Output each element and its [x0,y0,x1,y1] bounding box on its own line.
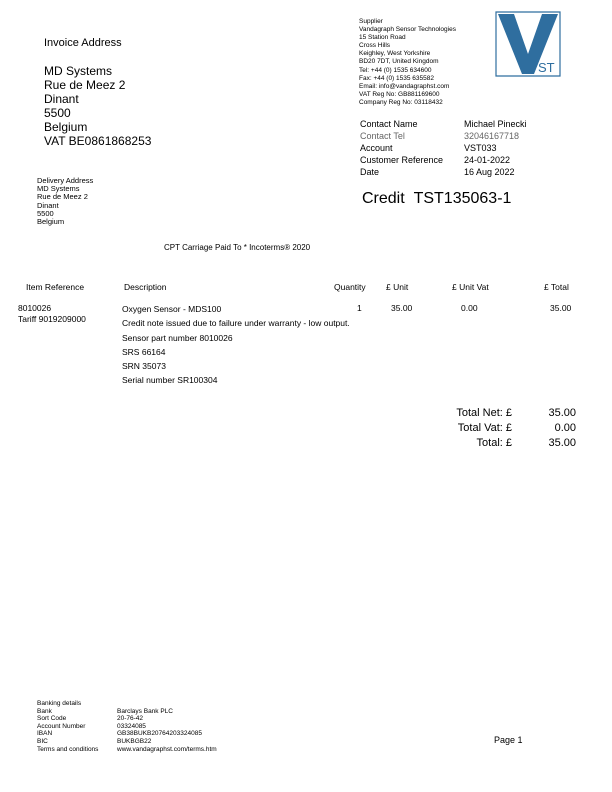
description-line: Sensor part number 8010026 [122,332,233,343]
banking-row [37,730,217,738]
delivery-address-line: Belgium [37,217,65,227]
total-net-label: Total Net: £ [456,407,512,419]
banking-row [37,746,217,754]
invoice-address-block [44,64,151,148]
banking-row [37,715,217,723]
description-line: SRS 66164 [122,346,166,357]
contact-label: Date [360,167,380,177]
header-description: Description [124,282,167,292]
supplier-line: Vandagraph Sensor Technologies [359,26,456,34]
totals-values [548,406,576,451]
banking-label: Account Number [37,722,86,730]
unit-cell: 35.00 [391,303,413,313]
contact-value: 16 Aug 2022 [464,167,515,177]
supplier-line: Fax: +44 (0) 1535 635582 [359,74,434,82]
banking-value: 20-76-42 [117,715,144,723]
invoice-address-line: Dinant [44,92,79,106]
description-cell [122,302,350,388]
totals-labels [456,406,512,451]
delivery-address-line: 5500 [37,208,54,218]
banking-label: Terms and conditions [37,745,99,753]
contact-label: Contact Name [360,119,418,129]
banking-value: BUKBGB22 [117,737,152,745]
total-label: Total: £ [476,437,512,449]
total-vat-label: Total Vat: £ [457,422,512,434]
quantity-cell: 1 [357,303,362,313]
supplier-line: Keighley, West Yorkshire [359,50,431,58]
credit-title [362,190,511,208]
banking-details [37,700,217,753]
delivery-address-line: Dinant [37,200,59,210]
banking-label: Sort Code [37,715,67,723]
delivery-address-block [37,177,93,226]
contact-row [360,154,527,166]
company-logo [494,10,562,78]
contact-label: Contact Tel [360,131,405,141]
invoice-address-line: Belgium [44,120,88,134]
header-quantity: Quantity [334,282,366,292]
banking-label: BIC [37,737,48,745]
description-line: Oxygen Sensor - MDS100 [122,304,222,314]
contact-details [360,118,527,178]
total-vat-value: 0.00 [554,422,576,434]
supplier-line: Cross Hills [359,42,391,50]
supplier-line: BD20 7DT, United Kingdom [359,58,439,66]
delivery-address-heading: Delivery Address [37,176,94,185]
description-line: Credit note issued due to failure under warranty - low output. [122,318,350,329]
page-number: Page 1 [494,735,523,745]
total-net-value: 35.00 [548,407,576,419]
header-unit: £ Unit [386,282,409,292]
supplier-line: 15 Station Road [359,34,406,42]
invoice-address-line: Rue de Meez 2 [44,78,126,92]
delivery-address-line: MD Systems [37,184,80,194]
invoice-address-line: MD Systems [44,64,113,78]
contact-value: VST033 [464,143,497,153]
supplier-line: Company Reg No: 03118432 [359,98,443,106]
contact-row [360,166,527,178]
contact-label: Account [360,143,393,153]
total-value: 35.00 [548,437,576,449]
banking-heading: Banking details [37,700,82,707]
invoice-address-line: 5500 [44,106,71,120]
description-line: Serial number SR100304 [122,375,218,386]
supplier-line: VAT Reg No: GB881169600 [359,90,440,98]
invoice-address-vat: VAT BE0861868253 [44,134,152,148]
supplier-line: Supplier [359,18,383,25]
credit-number: TST135063-1 [413,190,512,207]
banking-row [37,708,217,716]
banking-label: Bank [37,707,52,715]
invoice-address-heading: Invoice Address [44,37,122,49]
contact-row [360,130,527,142]
logo-text: ST [538,60,555,75]
tariff-cell: Tariff 9019209000 [18,314,86,324]
contact-label: Customer Reference [360,155,444,165]
delivery-address-line: Rue de Meez 2 [37,192,88,202]
banking-value: GB38BUKB20764203324085 [117,730,202,738]
banking-value: Barclays Bank PLC [117,707,173,715]
supplier-line: Email: info@vandagraphst.com [359,82,450,90]
contact-value: Michael Pinecki [464,119,527,129]
description-line: SRN 35073 [122,361,166,372]
header-item-reference: Item Reference [26,282,85,292]
header-total: £ Total [544,282,569,292]
unit-vat-cell: 0.00 [461,303,478,313]
total-cell: 35.00 [550,303,572,313]
header-unit-vat: £ Unit Vat [452,282,489,292]
supplier-block [359,18,456,107]
banking-label: IBAN [37,730,53,738]
incoterms-line: CPT Carriage Paid To * Incoterms® 2020 [164,243,311,252]
banking-value: 03324085 [117,722,146,730]
supplier-line: Tel: +44 (0) 1535 634600 [359,66,432,74]
contact-row [360,118,527,130]
contact-value: 24-01-2022 [464,155,511,165]
credit-label: Credit [362,190,405,207]
contact-value: 32046167718 [464,131,520,141]
terms-link[interactable]: www.vandagraphst.com/terms.htm [117,745,217,753]
banking-row [37,738,217,746]
contact-row [360,142,527,154]
banking-row [37,723,217,731]
item-reference-cell: 8010026 [18,303,52,313]
